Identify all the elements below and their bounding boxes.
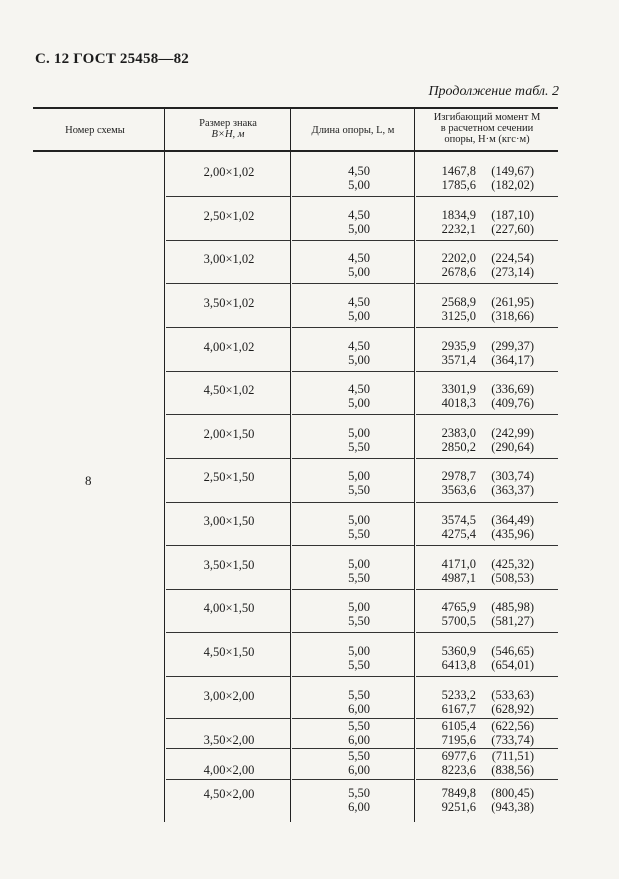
- moment-kgs-value: (182,02): [491, 178, 534, 192]
- row-separator: [416, 676, 558, 677]
- bending-moment-cell: [422, 702, 534, 716]
- sign-size-cell: 2,00×1,02: [203, 165, 255, 179]
- moment-nm-value: 3301,9: [441, 382, 476, 396]
- moment-nm-value: 3571,4: [441, 353, 476, 367]
- moment-nm-value: 6105,4: [441, 719, 476, 733]
- bending-moment-cell: [422, 749, 534, 763]
- support-length-cell: 4,50: [348, 208, 370, 222]
- row-separator: [416, 458, 558, 459]
- support-length-cell: 5,50: [348, 483, 370, 497]
- support-length-cell: 6,00: [348, 763, 370, 777]
- moment-nm-value: 4275,4: [441, 527, 476, 541]
- row-separator: [292, 196, 414, 197]
- bending-moment-cell: [422, 440, 534, 454]
- row-separator: [416, 589, 558, 590]
- moment-nm-value: 2383,0: [441, 426, 476, 440]
- moment-kgs-value: (364,49): [491, 513, 534, 527]
- support-length-cell: 4,50: [348, 251, 370, 265]
- support-length-cell: 5,50: [348, 749, 370, 763]
- bending-moment-cell: [422, 251, 534, 265]
- support-length-cell: 5,50: [348, 658, 370, 672]
- moment-kgs-value: (227,60): [491, 222, 534, 236]
- row-separator: [166, 748, 290, 749]
- bending-moment-cell: [422, 396, 534, 410]
- moment-kgs-value: (485,98): [491, 600, 534, 614]
- page-header: С. 12 ГОСТ 25458—82: [35, 51, 189, 67]
- row-separator: [416, 632, 558, 633]
- bending-moment-cell: [422, 353, 534, 367]
- header-sign-size-line2: B×H, м: [211, 129, 245, 140]
- bending-moment-cell: [422, 426, 534, 440]
- row-separator: [166, 676, 290, 677]
- support-length-cell: 5,50: [348, 786, 370, 800]
- sign-size-cell: 4,50×2,00: [203, 787, 255, 801]
- moment-nm-value: 6413,8: [441, 658, 476, 672]
- bending-moment-cell: [422, 222, 534, 236]
- moment-kgs-value: (943,38): [491, 800, 534, 814]
- moment-nm-value: 8223,6: [441, 763, 476, 777]
- row-separator: [292, 779, 414, 780]
- support-length-cell: 5,00: [348, 396, 370, 410]
- sign-size-cell: 4,50×1,50: [203, 645, 255, 659]
- header-sign-size-line1: Размер знака: [199, 118, 257, 129]
- row-separator: [416, 283, 558, 284]
- support-length-cell: 4,50: [348, 339, 370, 353]
- moment-nm-value: 2978,7: [441, 469, 476, 483]
- support-length-cell: 5,00: [348, 178, 370, 192]
- bending-moment-cell: [422, 339, 534, 353]
- support-length-cell: 5,50: [348, 688, 370, 702]
- moment-nm-value: 7849,8: [441, 786, 476, 800]
- support-length-cell: 5,00: [348, 644, 370, 658]
- moment-nm-value: 2935,9: [441, 339, 476, 353]
- row-separator: [292, 545, 414, 546]
- support-length-cell: 6,00: [348, 800, 370, 814]
- bending-moment-cell: [422, 644, 534, 658]
- header-bending-moment: [416, 112, 558, 145]
- row-separator: [292, 283, 414, 284]
- row-separator: [292, 502, 414, 503]
- row-separator: [292, 414, 414, 415]
- sign-size-cell: 3,00×2,00: [203, 689, 255, 703]
- bending-moment-cell: [422, 658, 534, 672]
- header-moment-line2: в расчетном сечении: [440, 123, 534, 134]
- moment-nm-value: 1785,6: [441, 178, 476, 192]
- support-length-cell: 5,50: [348, 440, 370, 454]
- moment-kgs-value: (838,56): [491, 763, 534, 777]
- row-separator: [416, 502, 558, 503]
- row-separator: [292, 589, 414, 590]
- support-length-cell: 5,50: [348, 719, 370, 733]
- bending-moment-cell: [422, 600, 534, 614]
- moment-nm-value: 6167,7: [441, 702, 476, 716]
- moment-kgs-value: (242,99): [491, 426, 534, 440]
- support-length-cell: 4,50: [348, 295, 370, 309]
- row-separator: [166, 589, 290, 590]
- moment-kgs-value: (508,53): [491, 571, 534, 585]
- moment-kgs-value: (187,10): [491, 208, 534, 222]
- moment-kgs-value: (546,65): [491, 644, 534, 658]
- row-separator: [166, 240, 290, 241]
- bending-moment-cell: [422, 513, 534, 527]
- bending-moment-cell: [422, 557, 534, 571]
- support-length-cell: 4,50: [348, 164, 370, 178]
- moment-nm-value: 4018,3: [441, 396, 476, 410]
- support-length-cell: 5,50: [348, 527, 370, 541]
- sign-size-cell: 4,00×2,00: [203, 763, 255, 777]
- bending-moment-cell: [422, 382, 534, 396]
- bending-moment-cell: [422, 469, 534, 483]
- moment-nm-value: 7195,6: [441, 733, 476, 747]
- sign-size-cell: 4,00×1,50: [203, 601, 255, 615]
- scheme-number: 8: [85, 473, 92, 488]
- bending-moment-cell: [422, 527, 534, 541]
- bending-moment-cell: [422, 265, 534, 279]
- sign-size-cell: 3,50×1,02: [203, 296, 255, 310]
- row-separator: [166, 371, 290, 372]
- table-header-rule: [33, 150, 558, 152]
- bending-moment-cell: [422, 719, 534, 733]
- support-length-cell: 5,00: [348, 469, 370, 483]
- moment-nm-value: 5360,9: [441, 644, 476, 658]
- moment-kgs-value: (149,67): [491, 164, 534, 178]
- support-length-cell: 5,00: [348, 557, 370, 571]
- bending-moment-cell: [422, 164, 534, 178]
- moment-kgs-value: (261,95): [491, 295, 534, 309]
- support-length-cell: 5,00: [348, 513, 370, 527]
- bending-moment-cell: [422, 614, 534, 628]
- bending-moment-cell: [422, 208, 534, 222]
- moment-kgs-value: (628,92): [491, 702, 534, 716]
- moment-nm-value: 9251,6: [441, 800, 476, 814]
- sign-size-cell: 2,50×1,50: [203, 470, 255, 484]
- moment-nm-value: 2850,2: [441, 440, 476, 454]
- row-separator: [166, 414, 290, 415]
- row-separator: [166, 458, 290, 459]
- moment-kgs-value: (303,74): [491, 469, 534, 483]
- row-separator: [292, 240, 414, 241]
- moment-nm-value: 1834,9: [441, 208, 476, 222]
- sign-size-cell: 4,50×1,02: [203, 383, 255, 397]
- header-support-length: Длина опоры, L, м: [311, 125, 395, 136]
- moment-kgs-value: (364,17): [491, 353, 534, 367]
- moment-kgs-value: (273,14): [491, 265, 534, 279]
- row-separator: [166, 779, 290, 780]
- row-separator: [292, 632, 414, 633]
- sign-size-cell: 2,00×1,50: [203, 427, 255, 441]
- moment-kgs-value: (533,63): [491, 688, 534, 702]
- moment-nm-value: 6977,6: [441, 749, 476, 763]
- bending-moment-cell: [422, 571, 534, 585]
- moment-kgs-value: (299,37): [491, 339, 534, 353]
- moment-kgs-value: (800,45): [491, 786, 534, 800]
- row-separator: [166, 283, 290, 284]
- bending-moment-cell: [422, 295, 534, 309]
- row-separator: [416, 196, 558, 197]
- support-length-cell: 5,00: [348, 353, 370, 367]
- header-moment-line3: опоры, Н·м (кгс·м): [444, 134, 530, 145]
- support-length-cell: 4,50: [348, 382, 370, 396]
- header-sign-size: [178, 118, 278, 140]
- moment-kgs-value: (581,27): [491, 614, 534, 628]
- row-separator: [166, 327, 290, 328]
- support-length-cell: 5,00: [348, 265, 370, 279]
- support-length-cell: 5,00: [348, 426, 370, 440]
- table-continuation-label: Продолжение табл. 2: [428, 84, 559, 99]
- moment-nm-value: 5233,2: [441, 688, 476, 702]
- row-separator: [166, 196, 290, 197]
- sign-size-cell: 3,50×2,00: [203, 733, 255, 747]
- moment-nm-value: 3574,5: [441, 513, 476, 527]
- row-separator: [166, 632, 290, 633]
- sign-size-cell: 3,00×1,50: [203, 514, 255, 528]
- moment-kgs-value: (318,66): [491, 309, 534, 323]
- moment-kgs-value: (409,76): [491, 396, 534, 410]
- row-separator: [166, 545, 290, 546]
- sign-size-cell: 4,00×1,02: [203, 340, 255, 354]
- support-length-cell: 6,00: [348, 733, 370, 747]
- moment-nm-value: 2568,9: [441, 295, 476, 309]
- moment-nm-value: 4765,9: [441, 600, 476, 614]
- moment-kgs-value: (711,51): [491, 749, 534, 763]
- moment-nm-value: 4987,1: [441, 571, 476, 585]
- moment-nm-value: 2202,0: [441, 251, 476, 265]
- sign-size-cell: 2,50×1,02: [203, 209, 255, 223]
- moment-kgs-value: (336,69): [491, 382, 534, 396]
- bending-moment-cell: [422, 786, 534, 800]
- moment-kgs-value: (622,56): [491, 719, 534, 733]
- moment-kgs-value: (425,32): [491, 557, 534, 571]
- bending-moment-cell: [422, 763, 534, 777]
- support-length-cell: 6,00: [348, 702, 370, 716]
- column-divider-1: [164, 109, 165, 822]
- moment-kgs-value: (733,74): [491, 733, 534, 747]
- moment-kgs-value: (290,64): [491, 440, 534, 454]
- row-separator: [166, 718, 290, 719]
- moment-nm-value: 3125,0: [441, 309, 476, 323]
- row-separator: [166, 502, 290, 503]
- moment-nm-value: 3563,6: [441, 483, 476, 497]
- column-divider-2: [290, 109, 291, 822]
- bending-moment-cell: [422, 178, 534, 192]
- row-separator: [292, 676, 414, 677]
- sign-size-cell: 3,50×1,50: [203, 558, 255, 572]
- row-separator: [416, 779, 558, 780]
- moment-kgs-value: (363,37): [491, 483, 534, 497]
- support-length-cell: 5,50: [348, 571, 370, 585]
- moment-nm-value: 1467,8: [441, 164, 476, 178]
- bending-moment-cell: [422, 309, 534, 323]
- row-separator: [416, 414, 558, 415]
- header-moment-line1: Изгибающий момент M: [433, 112, 541, 123]
- moment-kgs-value: (435,96): [491, 527, 534, 541]
- sign-size-cell: 3,00×1,02: [203, 252, 255, 266]
- bending-moment-cell: [422, 733, 534, 747]
- row-separator: [292, 458, 414, 459]
- column-divider-3: [414, 109, 415, 822]
- moment-nm-value: 4171,0: [441, 557, 476, 571]
- row-separator: [292, 327, 414, 328]
- header-scheme-number: Номер схемы: [65, 125, 125, 136]
- moment-kgs-value: (654,01): [491, 658, 534, 672]
- support-length-cell: 5,00: [348, 600, 370, 614]
- row-separator: [416, 327, 558, 328]
- support-length-cell: 5,50: [348, 614, 370, 628]
- row-separator: [416, 240, 558, 241]
- row-separator: [292, 371, 414, 372]
- row-separator: [416, 545, 558, 546]
- support-length-cell: 5,00: [348, 309, 370, 323]
- bending-moment-cell: [422, 688, 534, 702]
- moment-nm-value: 2232,1: [441, 222, 476, 236]
- moment-nm-value: 5700,5: [441, 614, 476, 628]
- support-length-cell: 5,00: [348, 222, 370, 236]
- bending-moment-cell: [422, 800, 534, 814]
- table-top-rule: [33, 107, 558, 109]
- row-separator: [416, 371, 558, 372]
- moment-kgs-value: (224,54): [491, 251, 534, 265]
- bending-moment-cell: [422, 483, 534, 497]
- moment-nm-value: 2678,6: [441, 265, 476, 279]
